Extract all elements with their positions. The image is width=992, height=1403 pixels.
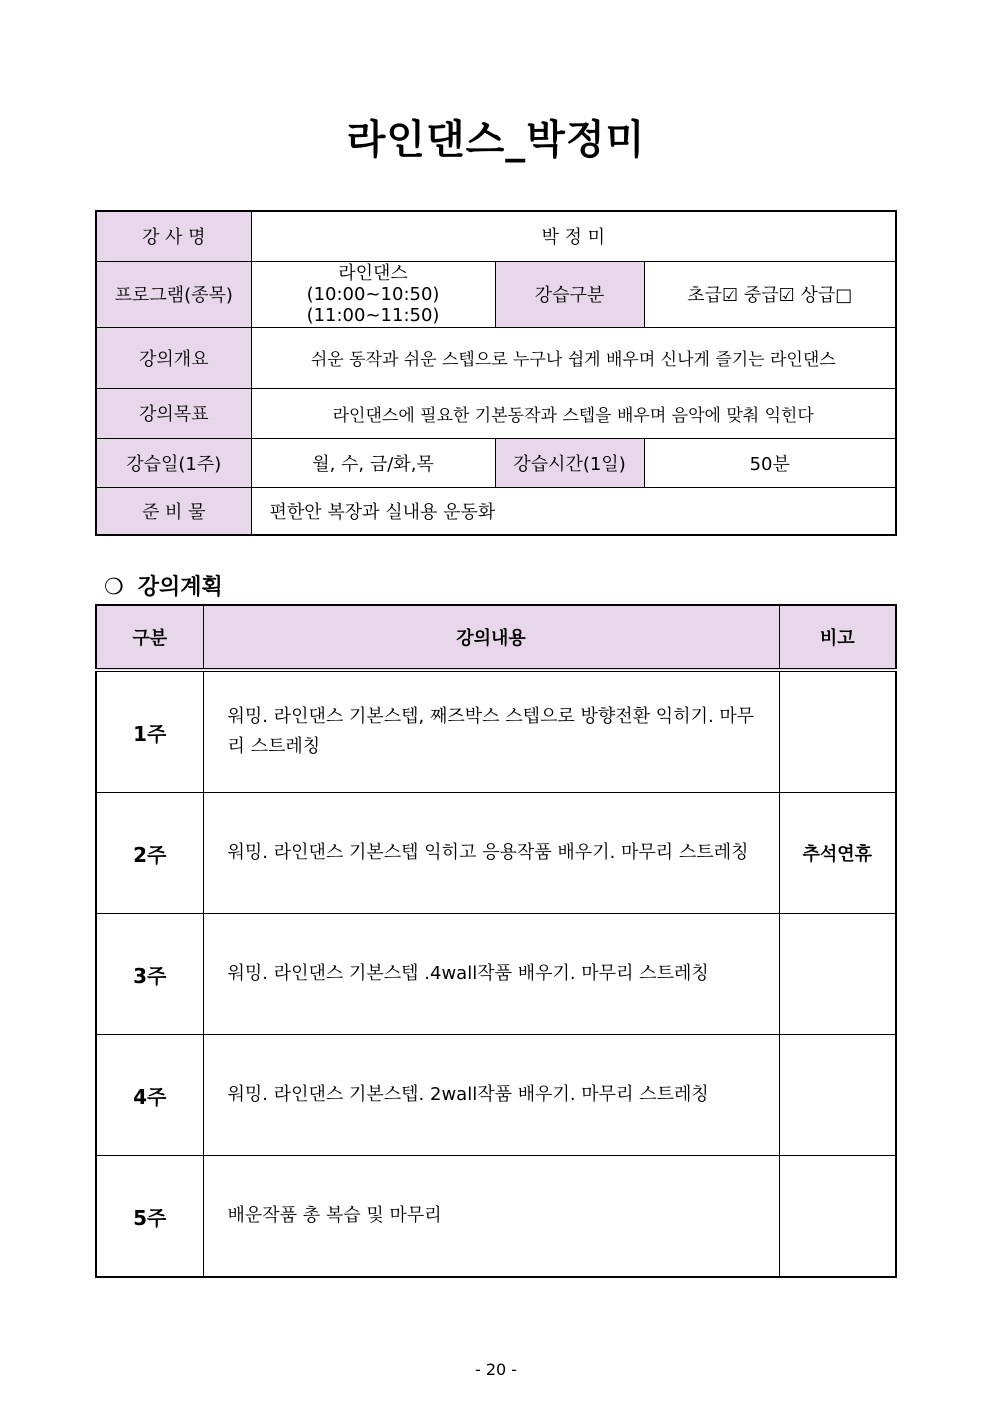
content-cell: 워밍. 라인댄스 기본스텝 익히고 응용작품 배우기. 마무리 스트레칭 [203, 793, 779, 914]
content-header: 강의내용 [203, 605, 779, 670]
overview-value: 쉬운 동작과 쉬운 스텝으로 누구나 쉽게 배우며 신나게 즐기는 라인댄스 [251, 327, 896, 388]
program-time-2: (11:00~11:50) [306, 304, 440, 326]
week-cell: 5주 [96, 1156, 203, 1278]
overview-label: 강의개요 [96, 327, 251, 388]
week-header: 구분 [96, 605, 203, 670]
note-cell [779, 670, 896, 793]
supplies-value: 편한안 복장과 실내용 운동화 [251, 487, 896, 535]
days-value: 월, 수, 금/화,목 [251, 438, 495, 487]
instructor-label: 강 사 명 [96, 211, 251, 261]
table-row [96, 793, 896, 914]
schedule-row [96, 438, 896, 487]
supplies-label: 준 비 물 [96, 487, 251, 535]
program-value [251, 261, 495, 327]
note-cell [779, 1035, 896, 1156]
note-cell: 추석연휴 [779, 793, 896, 914]
goal-label: 강의목표 [96, 388, 251, 438]
week-cell: 1주 [96, 670, 203, 793]
note-cell [779, 1156, 896, 1278]
level-value: 초급☑ 중급☑ 상급□ [644, 261, 896, 327]
page-title: 라인댄스_박정미 [346, 117, 646, 163]
goal-row [96, 388, 896, 438]
page-number: - 20 - [474, 1360, 518, 1379]
table-row [96, 670, 896, 793]
content-cell: 워밍. 라인댄스 기본스텝. 2wall작품 배우기. 마무리 스트레칭 [203, 1035, 779, 1156]
lesson-plan-table [95, 604, 897, 1278]
level-label: 강습구분 [495, 261, 644, 327]
table-row [96, 1156, 896, 1278]
content-cell: 워밍. 라인댄스 기본스텝, 째즈박스 스텝으로 방향전환 익히기. 마무리 스트레칭 [203, 670, 779, 793]
overview-row [96, 327, 896, 388]
course-info-table [95, 210, 897, 536]
plan-header-row [96, 605, 896, 670]
program-row [96, 261, 896, 327]
week-cell: 2주 [96, 793, 203, 914]
week-cell: 4주 [96, 1035, 203, 1156]
circle-bullet-icon: ❍ [104, 575, 124, 600]
program-name: 라인댄스 [338, 262, 408, 284]
content-cell: 배운작품 총 복습 및 마무리 [203, 1156, 779, 1278]
instructor-row [96, 211, 896, 261]
instructor-value: 박 정 미 [251, 211, 896, 261]
section-title: 강의계획 [137, 575, 223, 600]
days-label: 강습일(1주) [96, 438, 251, 487]
program-label: 프로그램(종목) [96, 261, 251, 327]
program-time-1: (10:00~10:50) [306, 283, 440, 305]
note-cell [779, 914, 896, 1035]
hours-label: 강습시간(1일) [495, 438, 644, 487]
goal-value: 라인댄스에 필요한 기본동작과 스텝을 배우며 음악에 맞춰 익힌다 [251, 388, 896, 438]
section-heading [104, 570, 223, 601]
content-cell: 워밍. 라인댄스 기본스텝 .4wall작품 배우기. 마무리 스트레칭 [203, 914, 779, 1035]
table-row [96, 914, 896, 1035]
table-row [96, 1035, 896, 1156]
week-cell: 3주 [96, 914, 203, 1035]
note-header: 비고 [779, 605, 896, 670]
hours-value: 50분 [644, 438, 896, 487]
supplies-row [96, 487, 896, 535]
